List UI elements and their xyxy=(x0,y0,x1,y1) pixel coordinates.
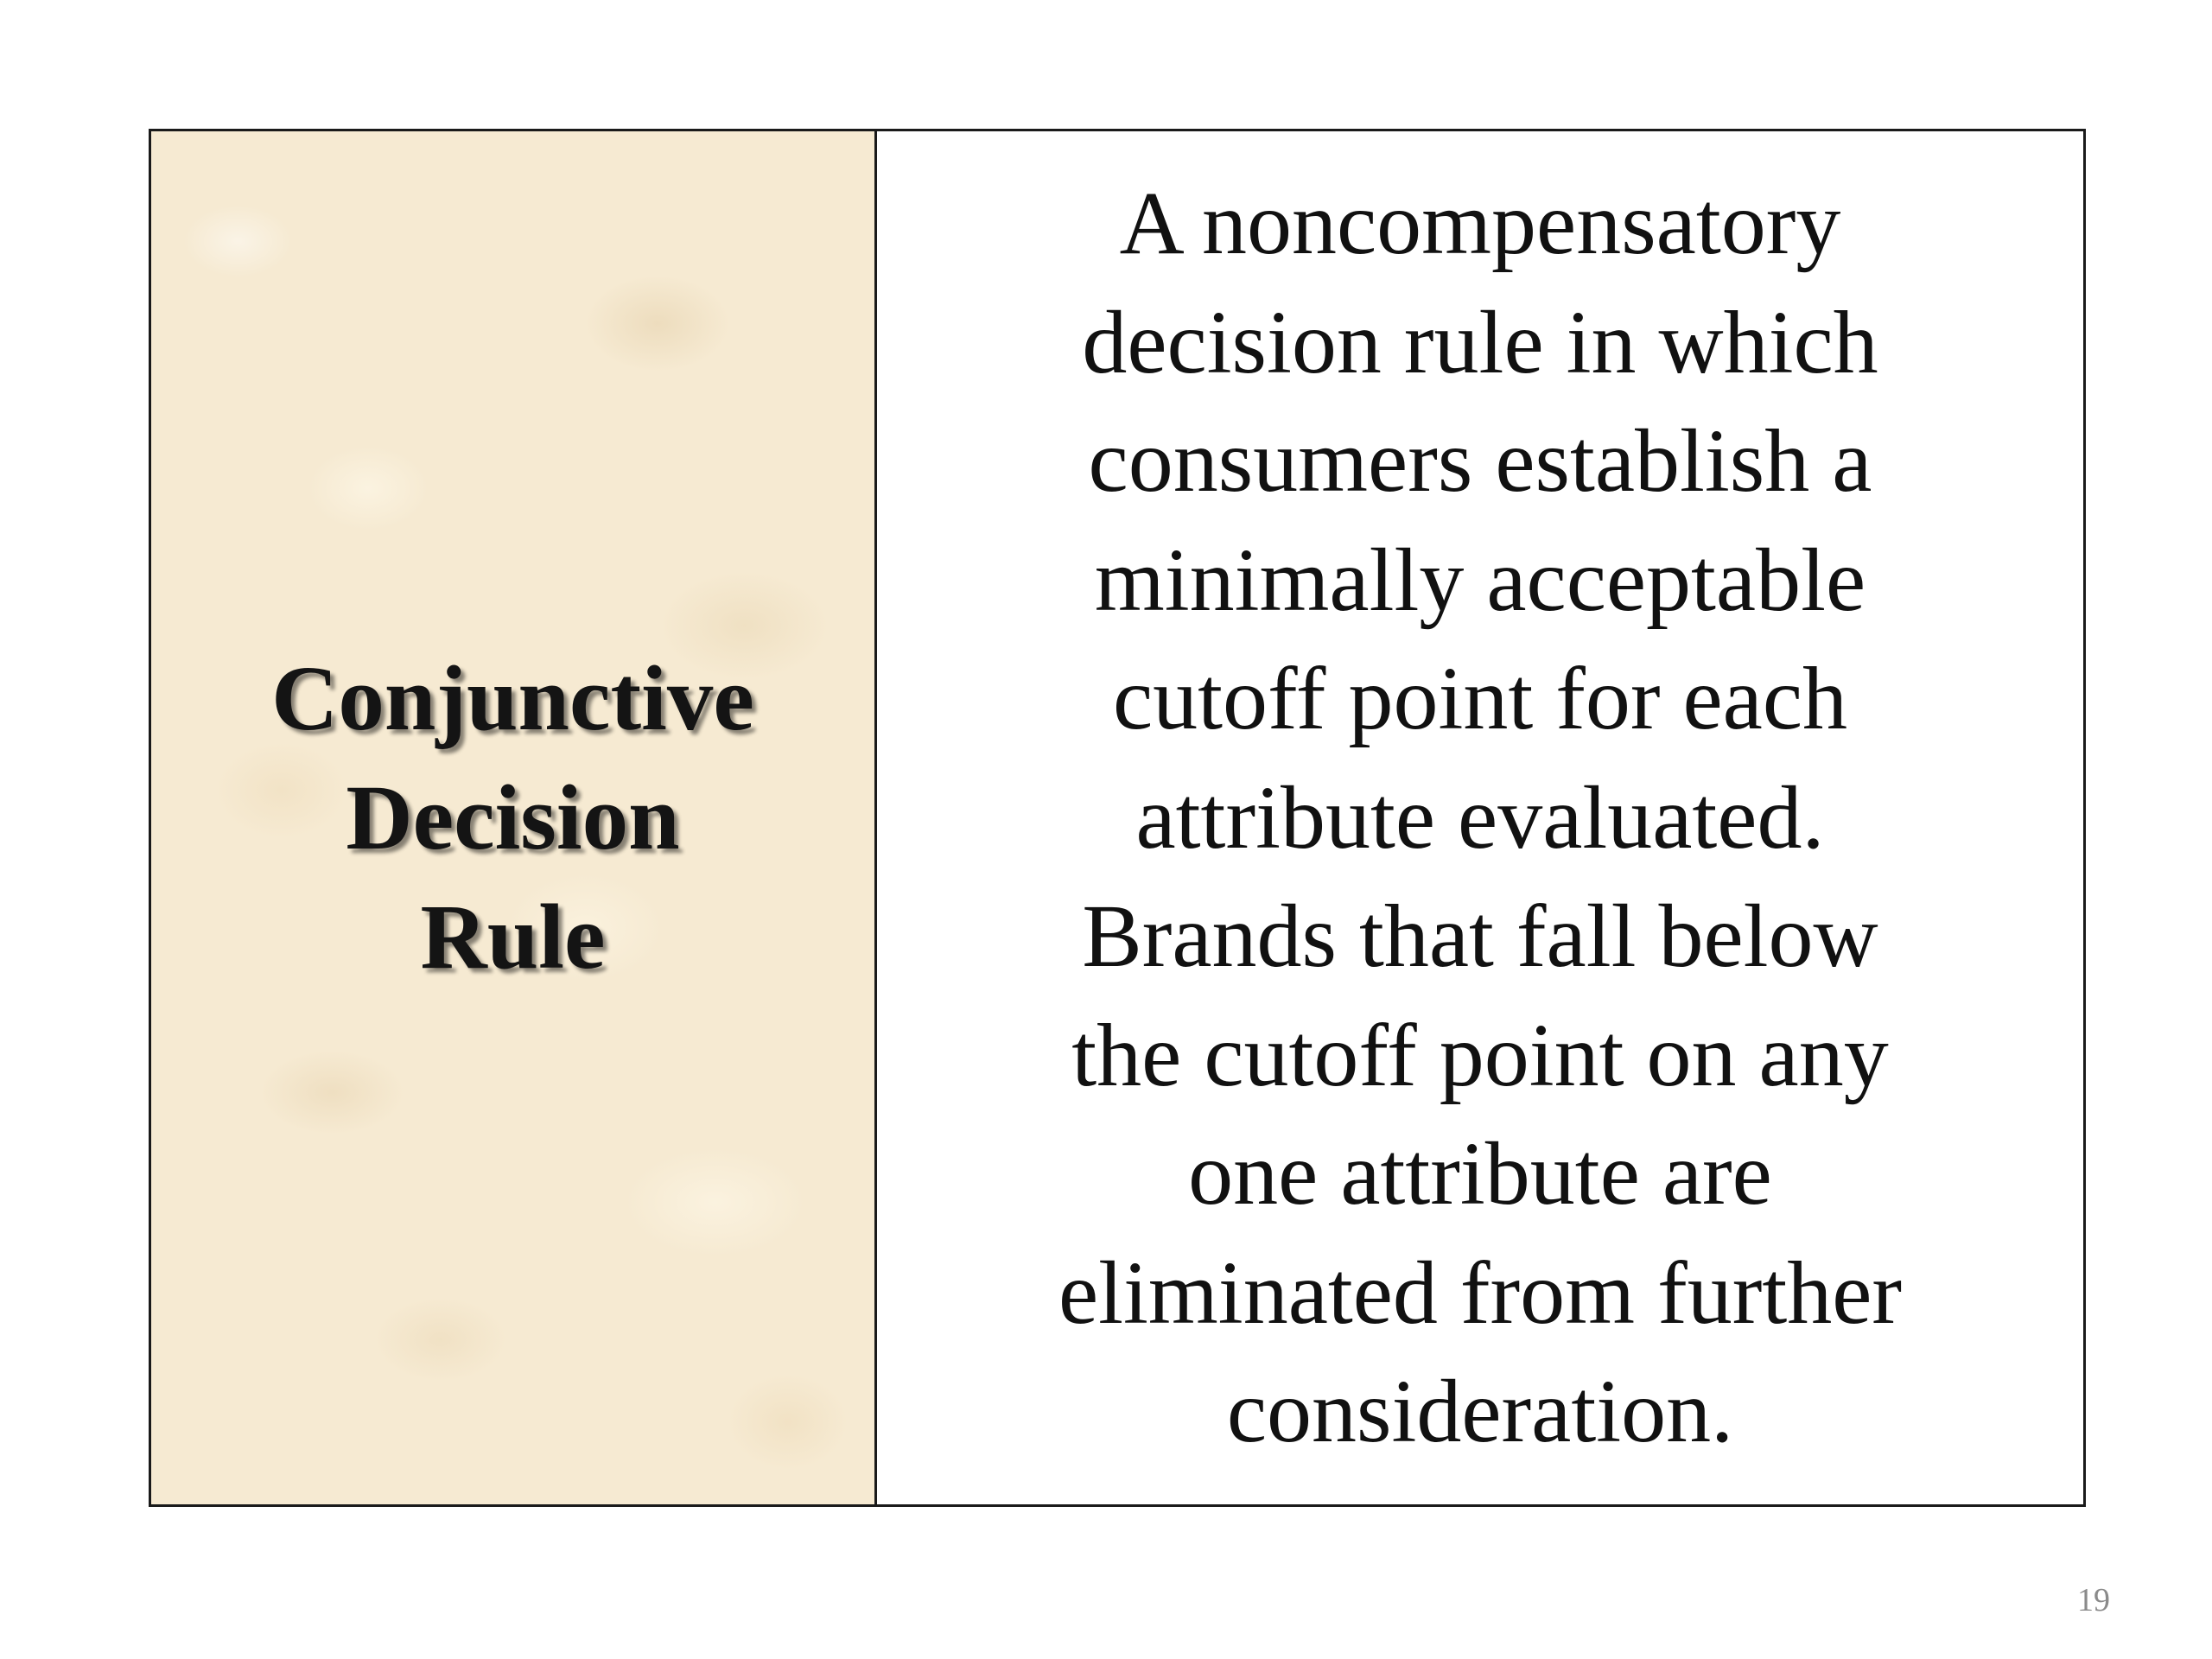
term-cell xyxy=(151,131,877,1504)
definition-cell xyxy=(877,131,2083,1504)
definition-table xyxy=(149,129,2086,1507)
term-title: Conjunctive Decision Rule xyxy=(271,647,754,988)
definition-text: A noncompensatory decision rule in which consumers establish a minimally acceptable cutoff point for each attribute evaluated. Brands that fall below the cutoff point on any one attribute are eliminated from further consideration. xyxy=(1058,174,1903,1462)
page-number: 19 xyxy=(2077,1582,2110,1618)
